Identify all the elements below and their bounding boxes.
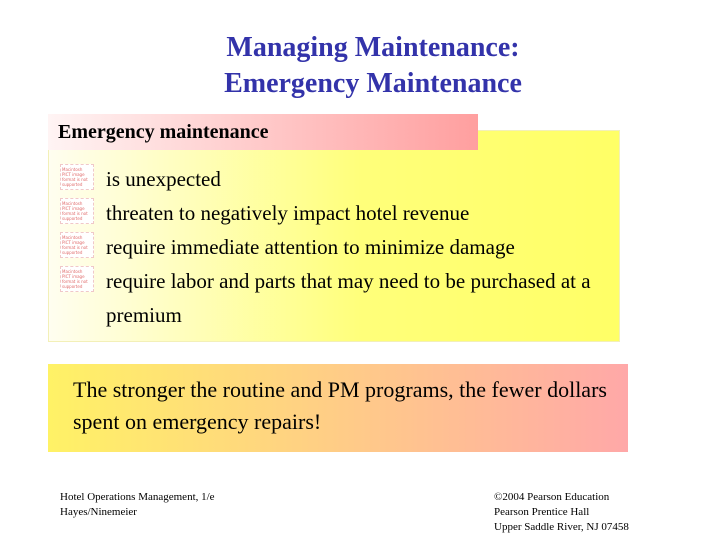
bullet-text: require labor and parts that may need to be purchased at a premium [106,269,591,327]
list-item [60,162,600,196]
missing-image-icon: Macintosh PICT image format is not supported [60,164,94,190]
footer-publisher: Pearson Prentice Hall [494,506,590,518]
missing-image-icon: Macintosh PICT image format is not supported [60,232,94,258]
bullet-text: require immediate attention to minimize damage [106,235,515,259]
title-line-1: Managing Maintenance: [226,32,520,63]
missing-image-icon: Macintosh PICT image format is not supported [60,198,94,224]
footer-address: Upper Saddle River, NJ 07458 [494,521,629,533]
footer-book-title: Hotel Operations Management, 1/e [60,491,215,503]
bullet-list [60,162,600,332]
footer-copyright: ©2004 Pearson Education [494,491,610,503]
section-header: Emergency maintenance [48,114,478,150]
list-item [60,230,600,264]
slide-title [150,30,596,102]
footer-left [60,490,215,520]
title-line-2: Emergency Maintenance [224,68,522,99]
footer-authors: Hayes/Ninemeier [60,506,137,518]
callout-text: The stronger the routine and PM programs, the fewer dollars spent on emergency repairs! [73,377,607,434]
missing-image-icon: Macintosh PICT image format is not supported [60,266,94,292]
list-item [60,196,600,230]
bullet-text: is unexpected [106,167,221,191]
footer-right [494,490,629,535]
bullet-text: threaten to negatively impact hotel revenue [106,201,470,225]
list-item [60,264,600,332]
callout-box [48,364,628,452]
